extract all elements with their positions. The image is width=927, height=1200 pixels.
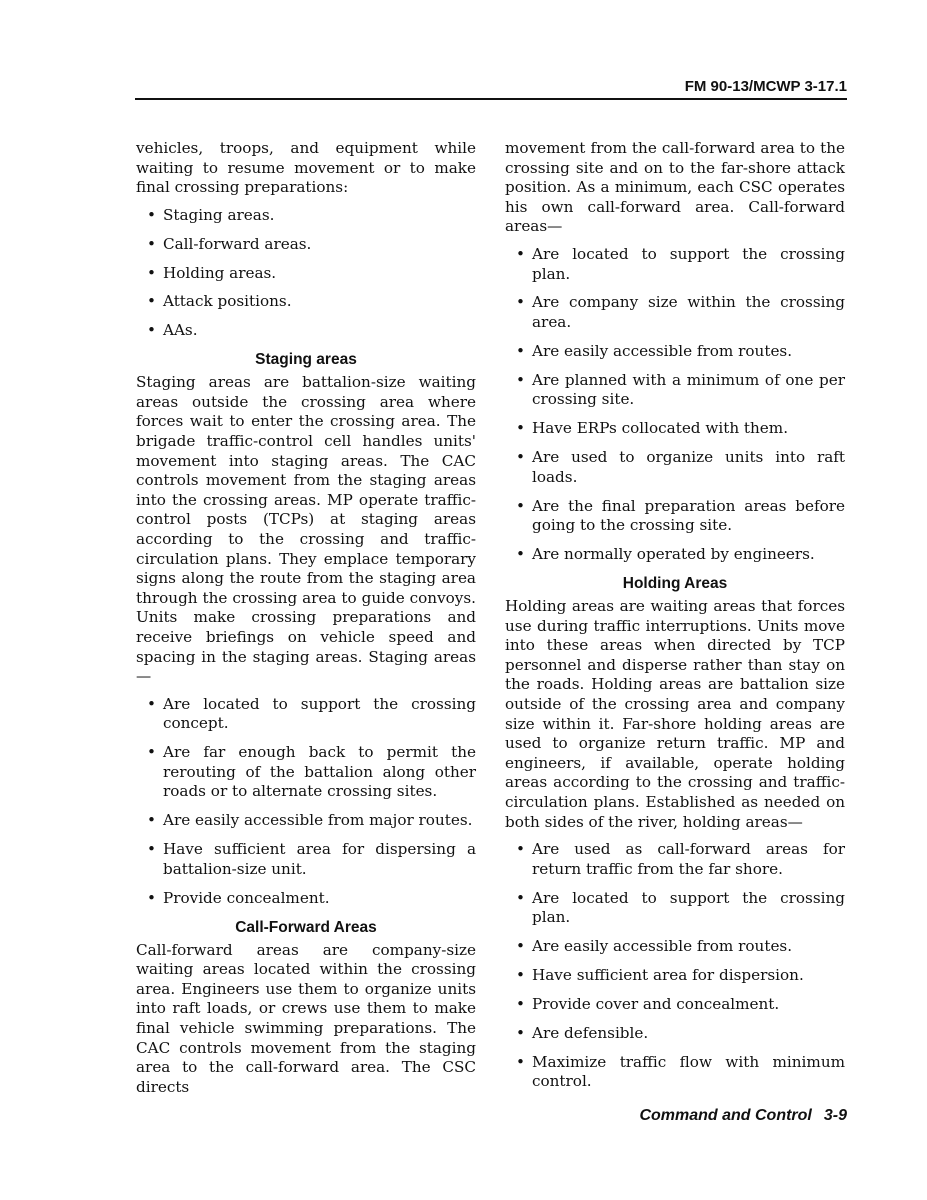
list-item: • Have sufficient area for dispersion. <box>505 966 845 986</box>
list-item: • Are located to support the crossing plan. <box>505 245 845 284</box>
list-item: • AAs. <box>136 321 476 341</box>
intro-paragraph: vehicles, troops, and equipment while waiting to resume movement or to make final crossing preparations: <box>136 139 476 197</box>
list-item: • Call-forward areas. <box>136 235 476 255</box>
right-column <box>505 139 845 1101</box>
list-item: • Are the final preparation areas before going to the crossing site. <box>505 497 845 536</box>
running-header <box>135 78 847 100</box>
document-id: FM 90-13/MCWP 3-17.1 <box>684 78 847 95</box>
list-item: • Are used as call-forward areas for return traffic from the far shore. <box>505 840 845 879</box>
page-number: 3-9 <box>823 1107 847 1124</box>
list-item: • Are located to support the crossing concept. <box>136 695 476 734</box>
list-item: • Are normally operated by engineers. <box>505 545 845 565</box>
staging-areas-list <box>136 695 476 909</box>
list-item: • Provide cover and concealment. <box>505 995 845 1015</box>
call-forward-areas-paragraph: Call-forward areas are company-size waiting areas located within the crossing area. Engineers use them to organize units into raft loads, or crews use them to make final vehicle swimming preparations. The CAC controls movement from the staging area to the call-forward area. The CSC directs <box>136 940 476 1096</box>
staging-areas-paragraph: Staging areas are battalion-size waiting areas outside the crossing area where forces wait to enter the crossing area. The brigade traffic-control cell handles units' movement into staging areas. The CAC controls movement from the staging areas into the crossing areas. MP operate traffic-control posts (TCPs) at staging areas according to the crossing and traffic-circulation plans. They emplace temporary signs along the route from the staging area through the crossing area to guide convoys. Units make crossing preparations and receive briefings on vehicle speed and spacing in the staging areas. Staging areas— <box>136 373 476 686</box>
list-item: • Holding areas. <box>136 264 476 284</box>
holding-areas-heading: Holding Areas <box>622 575 728 593</box>
list-item: • Provide concealment. <box>136 889 476 909</box>
list-item: • Are easily accessible from routes. <box>505 937 845 957</box>
list-item: • Have ERPs collocated with them. <box>505 419 845 439</box>
list-item: • Are located to support the crossing plan. <box>505 889 845 928</box>
running-footer <box>500 1107 847 1125</box>
list-item: • Are company size within the crossing area. <box>505 293 845 332</box>
holding-areas-paragraph: Holding areas are waiting areas that forces use during traffic interruptions. Units move into these areas when directed by TCP personnel and disperse rather than stay on the roads. Holding areas are battalion size outside of the crossing area and company size within it. Far-shore holding areas are used to organize return traffic. MP and engineers, if available, operate holding areas according to the crossing and traffic-circulation plans. Established as needed on both sides of the river, holding areas— <box>505 597 845 831</box>
left-column <box>136 139 476 1105</box>
call-forward-areas-heading: Call-Forward Areas <box>235 918 377 936</box>
holding-areas-list <box>505 840 845 1092</box>
list-item: • Are far enough back to permit the rerouting of the battalion along other roads or to alternate crossing sites. <box>136 743 476 802</box>
list-item: • Have sufficient area for dispersing a battalion-size unit. <box>136 840 476 879</box>
list-item: • Attack positions. <box>136 292 476 312</box>
staging-areas-heading: Staging areas <box>255 351 357 369</box>
list-item: • Are planned with a minimum of one per crossing site. <box>505 371 845 410</box>
waiting-area-types-list <box>136 206 476 341</box>
list-item: • Are easily accessible from major routes. <box>136 811 476 831</box>
call-forward-areas-list <box>505 245 845 565</box>
call-forward-continuation-paragraph: movement from the call-forward area to the crossing site and on to the far-shore attack position. As a minimum, each CSC operates his own call-forward area. Call-forward areas— <box>505 139 845 236</box>
chapter-title: Command and Control <box>639 1107 812 1124</box>
list-item: • Are used to organize units into raft loads. <box>505 448 845 487</box>
list-item: • Maximize traffic flow with minimum control. <box>505 1053 845 1092</box>
list-item: • Staging areas. <box>136 206 476 226</box>
list-item: • Are defensible. <box>505 1024 845 1044</box>
list-item: • Are easily accessible from routes. <box>505 342 845 362</box>
